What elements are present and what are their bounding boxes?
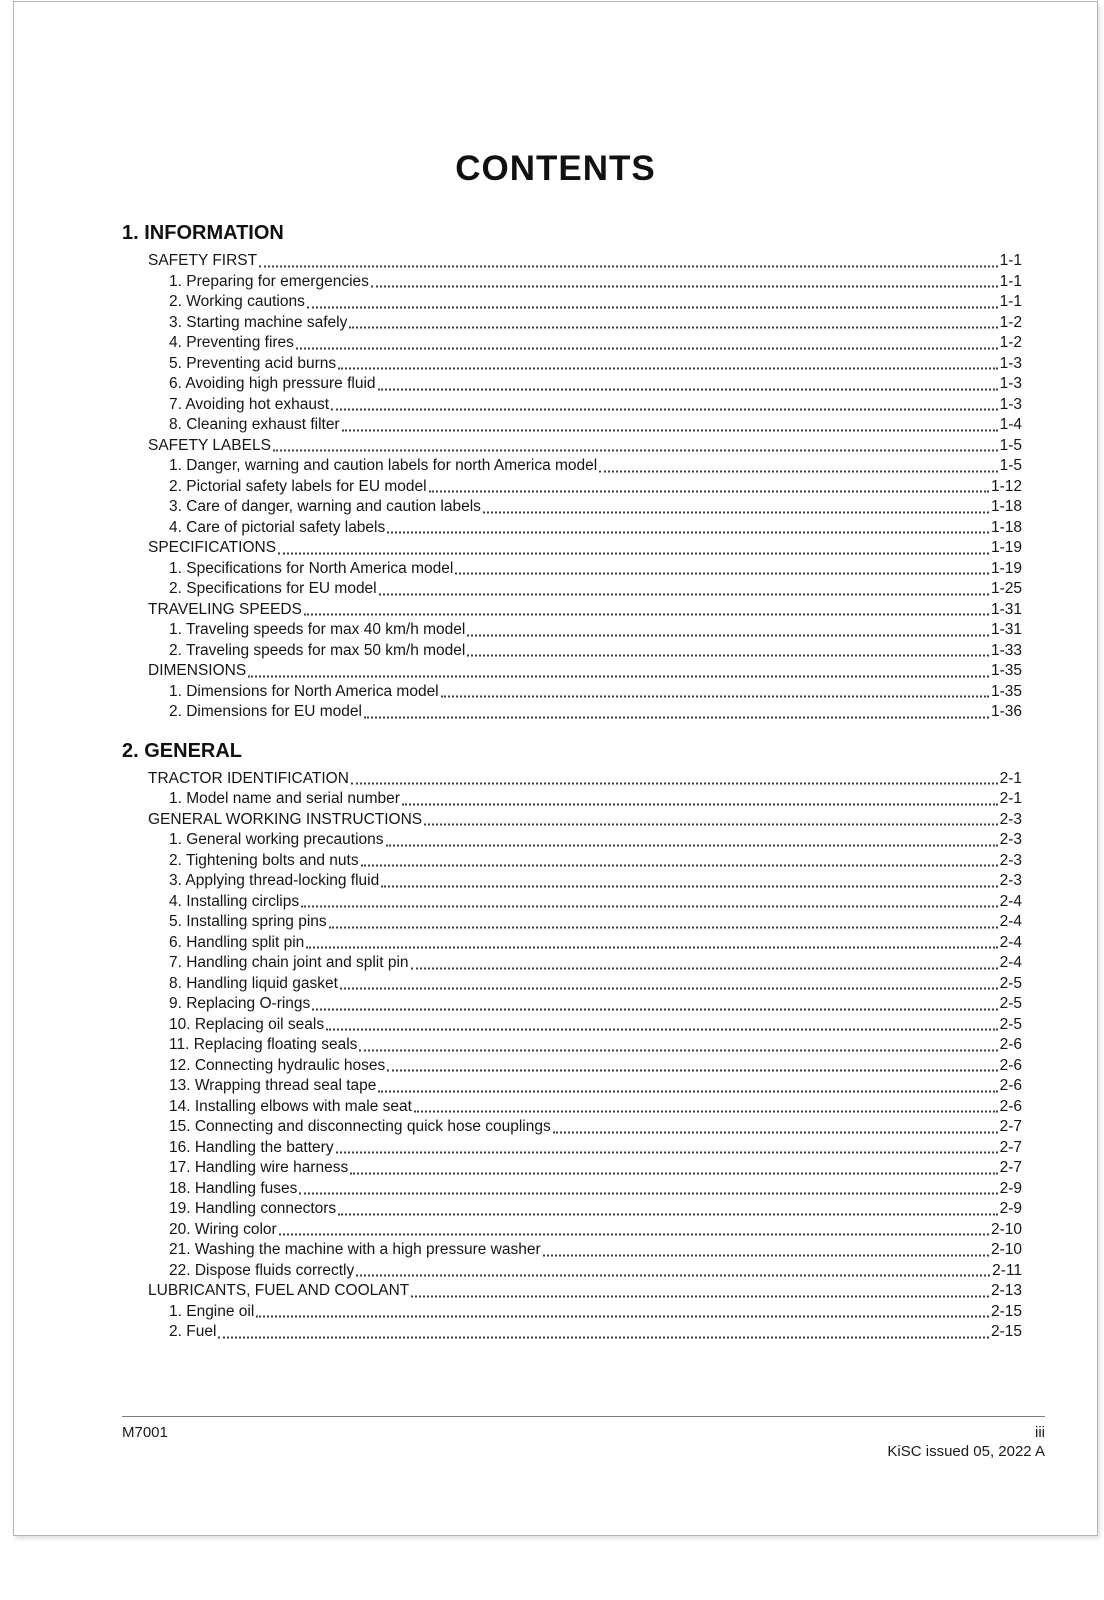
footer — [122, 1416, 1045, 1460]
toc-page-number: 1-25 — [990, 580, 1022, 597]
toc-page-number: 2-4 — [999, 954, 1022, 971]
toc-subentry — [148, 1322, 1022, 1343]
dot-leader — [386, 826, 998, 847]
toc-entry-label: 2. Tightening bolts and nuts — [169, 851, 359, 869]
toc-entry-label: SAFETY FIRST — [148, 252, 258, 269]
toc-entry-label: 1. Engine oil — [169, 1302, 255, 1320]
dot-leader — [273, 431, 998, 452]
toc-entry-label: 7. Handling chain joint and split pin — [169, 954, 409, 971]
toc-entry-label: 15. Connecting and disconnecting quick hose couplings — [169, 1118, 551, 1135]
toc-entry-label: GENERAL WORKING INSTRUCTIONS — [148, 810, 423, 828]
toc-page-number: 1-1 — [999, 293, 1022, 310]
toc-page-number: 1-19 — [990, 539, 1022, 556]
toc-page-number: 2-10 — [990, 1220, 1022, 1238]
toc-page-number: 2-11 — [992, 1261, 1022, 1279]
toc-page-number: 2-5 — [999, 1015, 1022, 1033]
toc-entry-label: 3. Starting machine safely — [169, 313, 348, 331]
dot-leader — [378, 370, 998, 391]
toc-entry-label: 2. Specifications for EU model — [169, 580, 377, 597]
dot-leader — [543, 1236, 989, 1257]
toc-entry-label: 22. Dispose fluids correctly — [169, 1261, 355, 1279]
dot-leader — [326, 1010, 998, 1031]
toc-section — [122, 220, 1022, 723]
dot-leader — [351, 764, 998, 785]
dot-leader — [340, 969, 998, 990]
toc-page-number: 1-35 — [990, 662, 1022, 679]
toc-entry-label: 2. Working cautions — [169, 293, 305, 310]
toc-entry-label: 5. Preventing acid burns — [169, 354, 337, 372]
toc-entry-label: 17. Handling wire harness — [169, 1159, 349, 1176]
toc-section — [122, 738, 1022, 1343]
dot-leader — [411, 949, 998, 970]
section-heading: 1. INFORMATION — [122, 222, 284, 244]
toc-entry-label: 1. Danger, warning and caution labels for north America model — [169, 457, 598, 474]
dot-leader — [279, 1215, 989, 1236]
toc-page-number: 1-1 — [999, 272, 1022, 290]
toc-page-number: 1-35 — [990, 682, 1022, 700]
dot-leader — [349, 308, 997, 329]
dot-leader — [299, 1174, 997, 1195]
dot-leader — [381, 867, 997, 888]
dot-leader — [331, 390, 998, 411]
toc-entry-label: 4. Preventing fires — [169, 334, 294, 351]
toc-entry-label: 8. Handling liquid gasket — [169, 974, 338, 992]
toc-entry-label: 7. Avoiding hot exhaust — [169, 395, 330, 413]
toc-page-number: 2-4 — [999, 933, 1022, 951]
toc-page-number: 2-3 — [999, 810, 1022, 828]
dot-leader — [338, 1195, 997, 1216]
toc-entry-label: 2. Pictorial safety labels for EU model — [169, 477, 427, 495]
dot-leader — [342, 411, 998, 432]
toc-page-number: 2-10 — [990, 1241, 1022, 1258]
toc-page-number: 2-6 — [999, 1056, 1022, 1074]
dot-leader — [329, 908, 998, 929]
toc-entry-label: DIMENSIONS — [148, 662, 247, 679]
toc-page-number: 1-33 — [990, 641, 1022, 659]
footer-divider — [122, 1416, 1045, 1417]
toc — [122, 220, 1022, 1343]
toc-page-number: 2-6 — [999, 1077, 1022, 1094]
dot-leader — [599, 452, 997, 473]
toc-page-number: 1-2 — [999, 334, 1022, 351]
toc-page-number: 2-5 — [999, 974, 1022, 992]
footer-issue: KiSC issued 05, 2022 A — [887, 1443, 1045, 1460]
toc-entry-label: 1. General working precautions — [169, 831, 384, 848]
toc-entry-label: 19. Handling connectors — [169, 1200, 337, 1217]
dot-leader — [467, 616, 989, 637]
dot-leader — [379, 575, 989, 596]
dot-leader — [256, 1297, 989, 1318]
toc-page-number: 2-7 — [999, 1159, 1022, 1176]
toc-page-number: 2-4 — [999, 913, 1022, 930]
toc-entry-label: TRACTOR IDENTIFICATION — [148, 769, 349, 787]
toc-entry-label: 8. Cleaning exhaust filter — [169, 416, 340, 433]
toc-page-number: 2-13 — [990, 1282, 1022, 1299]
dot-leader — [338, 349, 997, 370]
toc-page-number: 2-1 — [999, 790, 1022, 807]
page-title: CONTENTS — [455, 149, 656, 188]
toc-entry-label: 10. Replacing oil seals — [169, 1015, 325, 1033]
dot-leader — [336, 1133, 998, 1154]
toc-page-number: 2-15 — [990, 1323, 1022, 1340]
dot-leader — [296, 329, 998, 350]
toc-entry-label: SPECIFICATIONS — [148, 539, 277, 556]
dot-leader — [371, 267, 998, 288]
toc-entry-label: 6. Handling split pin — [169, 933, 305, 951]
toc-page-number: 2-4 — [999, 892, 1022, 910]
dot-leader — [312, 990, 997, 1011]
toc-page-number: 2-1 — [999, 769, 1022, 787]
toc-page-number: 1-4 — [999, 416, 1022, 433]
toc-entry-label: 11. Replacing floating seals — [169, 1036, 358, 1053]
dot-leader — [304, 595, 989, 616]
toc-page-number: 2-7 — [999, 1118, 1022, 1135]
toc-entry-label: 2. Fuel — [169, 1323, 217, 1340]
footer-doc-code: M7001 — [122, 1424, 168, 1441]
toc-page-number: 2-6 — [999, 1097, 1022, 1115]
dot-leader — [387, 1051, 997, 1072]
toc-page-number: 1-5 — [999, 436, 1022, 454]
document-page — [13, 1, 1098, 1536]
toc-page-number: 1-3 — [999, 354, 1022, 372]
footer-page-number: iii — [1035, 1424, 1045, 1441]
dot-leader — [378, 1072, 997, 1093]
dot-leader — [359, 1031, 997, 1052]
toc-entry-label: 1. Dimensions for North America model — [169, 682, 439, 700]
dot-leader — [248, 657, 989, 678]
toc-page-number: 1-5 — [999, 457, 1022, 474]
toc-page-number: 2-6 — [999, 1036, 1022, 1053]
toc-page-number: 2-5 — [999, 995, 1022, 1012]
dot-leader — [306, 928, 997, 949]
toc-entry-label: 18. Handling fuses — [169, 1179, 298, 1197]
toc-page-number: 2-3 — [999, 872, 1022, 889]
dot-leader — [218, 1318, 989, 1339]
toc-page-number: 2-3 — [999, 831, 1022, 848]
toc-page-number: 1-3 — [999, 375, 1022, 392]
toc-entry-label: 21. Washing the machine with a high pressure washer — [169, 1241, 541, 1258]
dot-leader — [361, 846, 998, 867]
toc-page-number: 1-12 — [990, 477, 1022, 495]
toc-entry-label: 3. Applying thread-locking fluid — [169, 872, 380, 889]
toc-entry-label: 20. Wiring color — [169, 1220, 277, 1238]
toc-page-number: 2-3 — [999, 851, 1022, 869]
toc-page-number: 2-7 — [999, 1138, 1022, 1156]
toc-page-number: 2-9 — [999, 1179, 1022, 1197]
toc-entry-label: 1. Specifications for North America model — [169, 559, 454, 577]
toc-entry-label: LUBRICANTS, FUEL AND COOLANT — [148, 1282, 410, 1299]
dot-leader — [387, 513, 989, 534]
dot-leader — [259, 247, 998, 268]
toc-entry-label: 2. Traveling speeds for max 50 km/h model — [169, 641, 466, 659]
toc-page-number: 1-1 — [999, 252, 1022, 269]
toc-entry-label: 1. Traveling speeds for max 40 km/h model — [169, 621, 466, 638]
dot-leader — [414, 1092, 998, 1113]
dot-leader — [467, 636, 989, 657]
toc-entry-label: 1. Model name and serial number — [169, 790, 400, 807]
toc-page-number: 1-36 — [990, 703, 1022, 720]
dot-leader — [424, 805, 997, 826]
toc-entry-label: 2. Dimensions for EU model — [169, 703, 362, 720]
toc-entry-label: 4. Care of pictorial safety labels — [169, 518, 386, 536]
dot-leader — [402, 785, 998, 806]
toc-entry-label: 1. Preparing for emergencies — [169, 272, 369, 290]
toc-subentry — [148, 702, 1022, 723]
toc-entry-label: 14. Installing elbows with male seat — [169, 1097, 412, 1115]
dot-leader — [455, 554, 989, 575]
toc-page-number: 1-18 — [990, 498, 1022, 515]
toc-page-number: 1-18 — [990, 518, 1022, 536]
toc-entry-label: 9. Replacing O-rings — [169, 995, 311, 1012]
toc-entry-label: 16. Handling the battery — [169, 1138, 334, 1156]
dot-leader — [307, 288, 998, 309]
dot-leader — [278, 534, 989, 555]
dot-leader — [483, 493, 989, 514]
toc-entry-label: 4. Installing circlips — [169, 892, 300, 910]
toc-page-number: 1-2 — [999, 313, 1022, 331]
toc-entry-label: 6. Avoiding high pressure fluid — [169, 375, 376, 392]
dot-leader — [411, 1277, 989, 1298]
toc-page-number: 2-15 — [990, 1302, 1022, 1320]
dot-leader — [301, 887, 998, 908]
dot-leader — [429, 472, 989, 493]
toc-entry-label: 5. Installing spring pins — [169, 913, 327, 930]
toc-entry-label: 12. Connecting hydraulic hoses — [169, 1056, 386, 1074]
dot-leader — [356, 1256, 990, 1277]
dot-leader — [553, 1113, 998, 1134]
toc-page-number: 2-9 — [999, 1200, 1022, 1217]
toc-entry-label: 13. Wrapping thread seal tape — [169, 1077, 377, 1094]
dot-leader — [350, 1154, 997, 1175]
toc-page-number: 1-31 — [990, 621, 1022, 638]
dot-leader — [364, 698, 989, 719]
dot-leader — [441, 677, 989, 698]
toc-entry-label: TRAVELING SPEEDS — [148, 600, 302, 618]
toc-page-number: 1-3 — [999, 395, 1022, 413]
toc-entry-label: SAFETY LABELS — [148, 436, 271, 454]
section-heading: 2. GENERAL — [122, 739, 243, 762]
toc-page-number: 1-31 — [990, 600, 1022, 618]
toc-page-number: 1-19 — [990, 559, 1022, 577]
toc-entry-label: 3. Care of danger, warning and caution labels — [169, 498, 481, 515]
